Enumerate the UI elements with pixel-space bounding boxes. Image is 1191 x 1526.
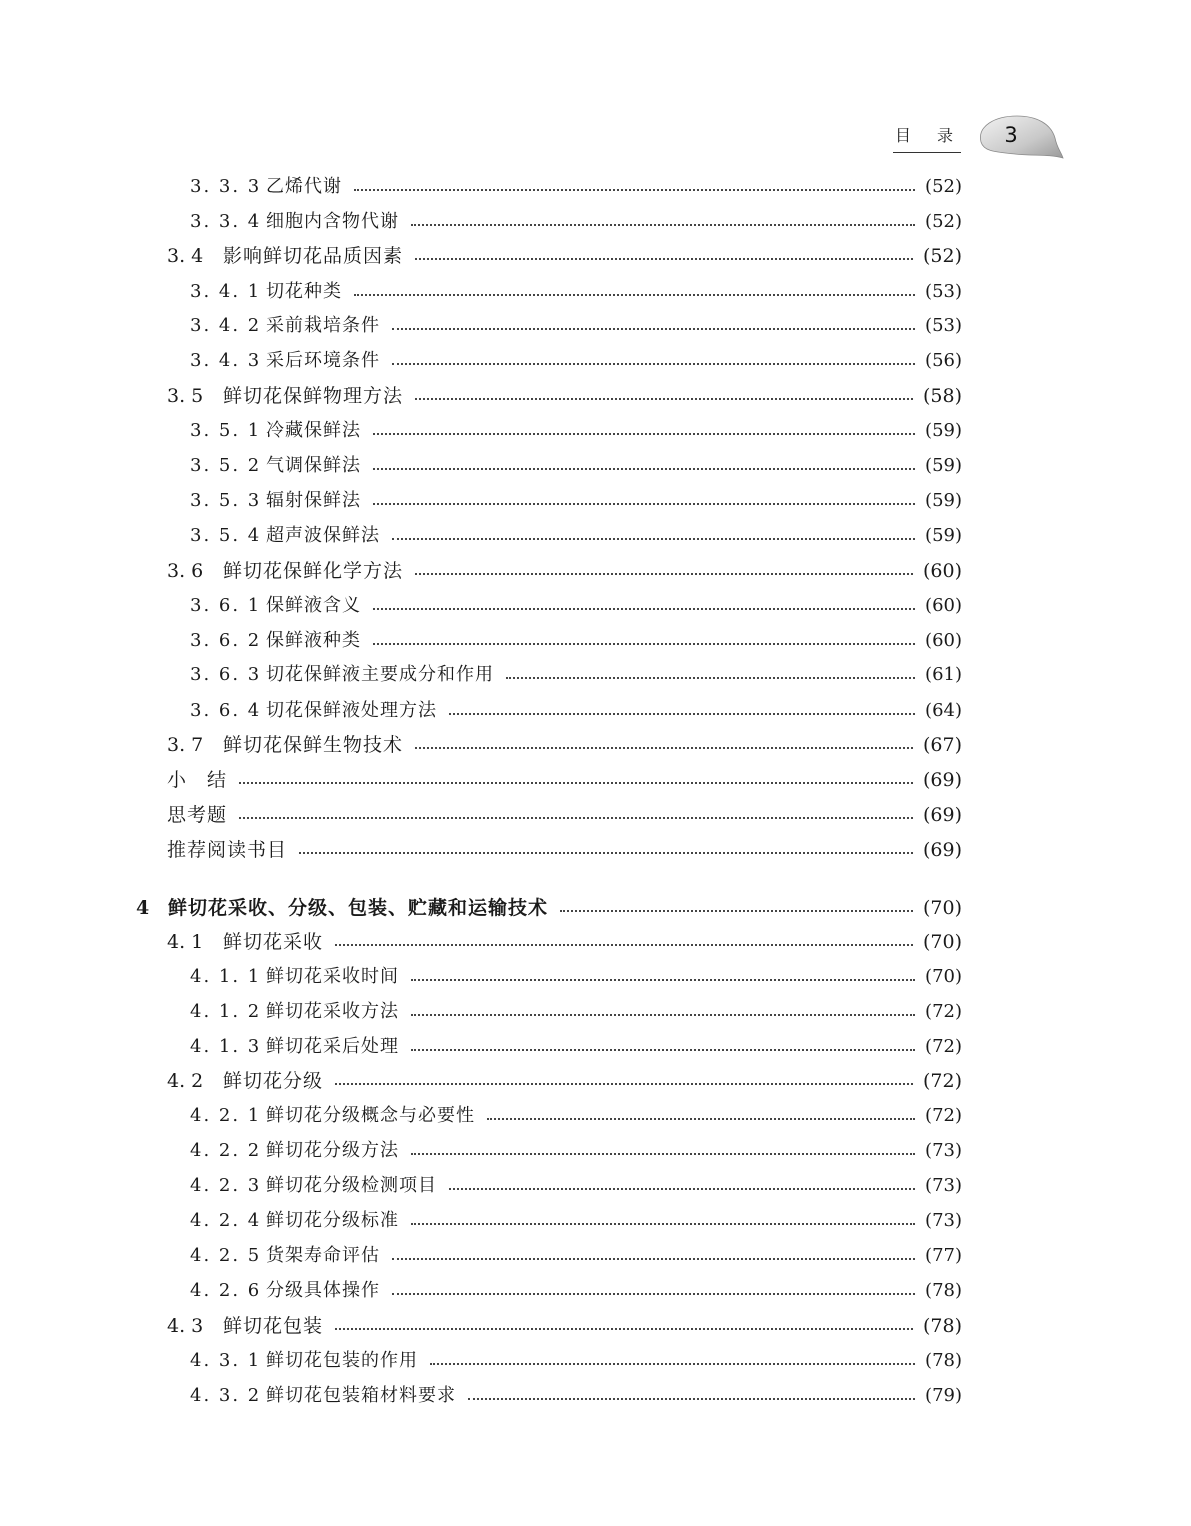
entry-page: (67)	[922, 734, 962, 756]
dot-leader	[335, 1083, 913, 1085]
dot-leader	[239, 817, 913, 819]
dot-leader	[415, 747, 913, 749]
entry-page: (60)	[925, 595, 962, 616]
entry-page: (70)	[925, 966, 962, 987]
entry-title: 细胞内含物代谢	[266, 211, 399, 232]
dot-leader	[415, 573, 913, 575]
dot-leader	[411, 1153, 915, 1155]
entry-page: (73)	[925, 1175, 962, 1196]
entry-number: 4. 2	[167, 1070, 204, 1092]
toc-entry-reading	[0, 835, 962, 865]
entry-title: 鲜切花分级检测项目	[266, 1175, 437, 1196]
entry-number: 3. 7	[167, 734, 204, 756]
toc-entry-3-5-4	[0, 521, 962, 551]
entry-title: 鲜切花保鲜化学方法	[223, 560, 404, 582]
entry-page: (69)	[922, 804, 962, 826]
entry-title: 鲜切花采收	[223, 931, 324, 953]
entry-page: (53)	[925, 315, 962, 336]
dot-leader	[373, 433, 915, 435]
entry-title: 鲜切花分级	[223, 1070, 324, 1092]
entry-page: (70)	[922, 931, 962, 953]
entry-title: 气调保鲜法	[266, 455, 361, 476]
entry-number: 3. 3. 4	[190, 211, 262, 232]
entry-title: 鲜切花包装箱材料要求	[266, 1385, 456, 1406]
dot-leader	[373, 608, 915, 610]
dot-leader	[373, 468, 915, 470]
entry-title: 冷藏保鲜法	[266, 420, 361, 441]
entry-title: 影响鲜切花品质因素	[223, 245, 404, 267]
toc-entry-4-3-2	[0, 1381, 962, 1411]
entry-page: (69)	[922, 769, 962, 791]
toc-entry-4-2-4	[0, 1206, 962, 1236]
dot-leader	[354, 294, 915, 296]
dot-leader	[411, 1014, 915, 1016]
entry-page: (60)	[922, 560, 962, 582]
entry-page: (58)	[922, 385, 962, 407]
entry-number: 4. 2. 1	[190, 1105, 262, 1126]
entry-title: 思考题	[167, 804, 228, 826]
dot-leader	[415, 258, 913, 260]
entry-number: 4. 1. 2	[190, 1001, 262, 1022]
toc-entry-4-2-1	[0, 1101, 962, 1131]
entry-page: (72)	[925, 1001, 962, 1022]
dot-leader	[354, 189, 915, 191]
entry-page: (78)	[922, 1315, 962, 1337]
entry-title: 鲜切花包装	[223, 1315, 324, 1337]
entry-number: 3. 5	[167, 385, 204, 407]
entry-number: 3. 5. 2	[190, 455, 262, 476]
dot-leader	[373, 643, 915, 645]
toc-entry-3-5-2	[0, 451, 962, 481]
header-char-lu: 录	[937, 126, 954, 145]
entry-page: (59)	[925, 490, 962, 511]
entry-number: 3. 6	[167, 560, 204, 582]
toc-entry-3-6	[0, 556, 962, 586]
toc-entry-4-2-3	[0, 1171, 962, 1201]
toc-entry-4-1-1	[0, 962, 962, 992]
entry-title: 鲜切花采后处理	[266, 1036, 399, 1057]
entry-number: 4. 3. 1	[190, 1350, 262, 1371]
dot-leader	[392, 538, 915, 540]
entry-title: 分级具体操作	[266, 1280, 380, 1301]
entry-page: (72)	[925, 1036, 962, 1057]
entry-title: 鲜切花分级概念与必要性	[266, 1105, 475, 1126]
entry-title: 鲜切花采收、分级、包装、贮藏和运输技术	[168, 897, 549, 919]
toc-entry-3-4-2	[0, 311, 962, 341]
toc-entry-4-3	[0, 1311, 962, 1341]
entry-page: (59)	[925, 455, 962, 476]
entry-page: (72)	[925, 1105, 962, 1126]
entry-title: 推荐阅读书目	[167, 839, 288, 861]
dot-leader	[560, 910, 913, 912]
entry-number: 4. 1	[167, 931, 204, 953]
toc-entry-3-3-4	[0, 207, 962, 237]
entry-title: 切花种类	[266, 281, 342, 302]
entry-title: 鲜切花保鲜生物技术	[223, 734, 404, 756]
entry-number: 3. 4. 2	[190, 315, 262, 336]
dot-leader	[430, 1363, 915, 1365]
dot-leader	[373, 503, 915, 505]
entry-title: 鲜切花采收时间	[266, 966, 399, 987]
entry-page: (73)	[925, 1140, 962, 1161]
entry-number: 4. 2. 6	[190, 1280, 262, 1301]
entry-title: 小 结	[167, 769, 228, 791]
entry-number: 4. 3. 2	[190, 1385, 262, 1406]
entry-title: 乙烯代谢	[266, 176, 342, 197]
toc-entry-4-1-2	[0, 997, 962, 1027]
dot-leader	[392, 1258, 915, 1260]
entry-page: (60)	[925, 630, 962, 651]
entry-page: (69)	[922, 839, 962, 861]
entry-title: 切花保鲜液主要成分和作用	[266, 664, 494, 685]
toc-entry-3-4-3	[0, 346, 962, 376]
entry-page: (78)	[925, 1280, 962, 1301]
toc-entry-3-3-3	[0, 172, 962, 202]
dot-leader	[392, 1293, 915, 1295]
entry-title: 鲜切花采收方法	[266, 1001, 399, 1022]
entry-title: 鲜切花分级方法	[266, 1140, 399, 1161]
entry-page: (78)	[925, 1350, 962, 1371]
dot-leader	[411, 224, 915, 226]
entry-number: 4. 2. 3	[190, 1175, 262, 1196]
entry-page: (52)	[925, 176, 962, 197]
entry-number: 3. 6. 2	[190, 630, 262, 651]
dot-leader	[468, 1398, 915, 1400]
toc-entry-4-3-1	[0, 1346, 962, 1376]
dot-leader	[411, 1049, 915, 1051]
toc-entry-4-2-5	[0, 1241, 962, 1271]
toc-entry-4-1	[0, 927, 962, 957]
entry-page: (52)	[922, 245, 962, 267]
dot-leader	[392, 328, 915, 330]
dot-leader	[449, 1188, 915, 1190]
entry-number: 3. 5. 4	[190, 525, 262, 546]
entry-page: (59)	[925, 525, 962, 546]
entry-number: 3. 4. 3	[190, 350, 262, 371]
toc-entry-4-2-6	[0, 1276, 962, 1306]
dot-leader	[449, 713, 915, 715]
entry-number: 4. 3	[167, 1315, 204, 1337]
toc-entry-3-5-3	[0, 486, 962, 516]
entry-title: 采前栽培条件	[266, 315, 380, 336]
entry-number: 3. 6. 4	[190, 700, 262, 721]
entry-page: (56)	[925, 350, 962, 371]
entry-number: 3. 5. 1	[190, 420, 262, 441]
entry-page: (59)	[925, 420, 962, 441]
entry-title: 保鲜液种类	[266, 630, 361, 651]
dot-leader	[335, 944, 913, 946]
entry-number: 4. 2. 2	[190, 1140, 262, 1161]
entry-page: (79)	[925, 1385, 962, 1406]
entry-title: 保鲜液含义	[266, 595, 361, 616]
entry-title: 采后环境条件	[266, 350, 380, 371]
entry-number: 3. 4	[167, 245, 204, 267]
entry-number: 4	[136, 897, 150, 919]
running-header	[893, 126, 961, 153]
entry-page: (64)	[925, 700, 962, 721]
toc-entry-3-5	[0, 381, 962, 411]
toc-entry-3-6-4	[0, 696, 962, 726]
dot-leader	[415, 398, 913, 400]
entry-page: (73)	[925, 1210, 962, 1231]
entry-title: 辐射保鲜法	[266, 490, 361, 511]
dot-leader	[506, 677, 915, 679]
entry-number: 3. 6. 1	[190, 595, 262, 616]
toc-entry-questions	[0, 800, 962, 830]
page-number-tab	[975, 112, 1065, 160]
page-number: 3	[1004, 123, 1018, 147]
dot-leader	[411, 979, 915, 981]
dot-leader	[335, 1328, 913, 1330]
dot-leader	[392, 363, 915, 365]
header-char-mu: 目	[895, 126, 912, 145]
toc-entry-3-6-2	[0, 626, 962, 656]
entry-number: 4. 2. 5	[190, 1245, 262, 1266]
entry-page: (52)	[925, 211, 962, 232]
entry-number: 3. 4. 1	[190, 281, 262, 302]
entry-number: 4. 2. 4	[190, 1210, 262, 1231]
entry-number: 3. 6. 3	[190, 664, 262, 685]
toc-entry-summary	[0, 765, 962, 795]
entry-title: 鲜切花保鲜物理方法	[223, 385, 404, 407]
entry-title: 超声波保鲜法	[266, 525, 380, 546]
entry-page: (61)	[925, 664, 962, 685]
toc-entry-3-4	[0, 241, 962, 271]
toc-entry-3-6-1	[0, 591, 962, 621]
toc-entry-chapter-4	[0, 893, 962, 923]
dot-leader	[487, 1118, 915, 1120]
dot-leader	[299, 852, 913, 854]
entry-page: (72)	[922, 1070, 962, 1092]
toc-entry-3-4-1	[0, 277, 962, 307]
toc-entry-3-6-3	[0, 660, 962, 690]
toc-entry-3-7	[0, 730, 962, 760]
entry-title: 鲜切花分级标准	[266, 1210, 399, 1231]
entry-page: (70)	[922, 897, 962, 919]
entry-page: (53)	[925, 281, 962, 302]
entry-number: 4. 1. 1	[190, 966, 262, 987]
toc-entry-3-5-1	[0, 416, 962, 446]
entry-title: 货架寿命评估	[266, 1245, 380, 1266]
entry-number: 3. 3. 3	[190, 176, 262, 197]
toc-entry-4-2	[0, 1066, 962, 1096]
dot-leader	[411, 1223, 915, 1225]
toc-entry-4-1-3	[0, 1032, 962, 1062]
toc-entry-4-2-2	[0, 1136, 962, 1166]
entry-title: 切花保鲜液处理方法	[266, 700, 437, 721]
entry-page: (77)	[925, 1245, 962, 1266]
entry-title: 鲜切花包装的作用	[266, 1350, 418, 1371]
entry-number: 4. 1. 3	[190, 1036, 262, 1057]
dot-leader	[239, 782, 913, 784]
entry-number: 3. 5. 3	[190, 490, 262, 511]
